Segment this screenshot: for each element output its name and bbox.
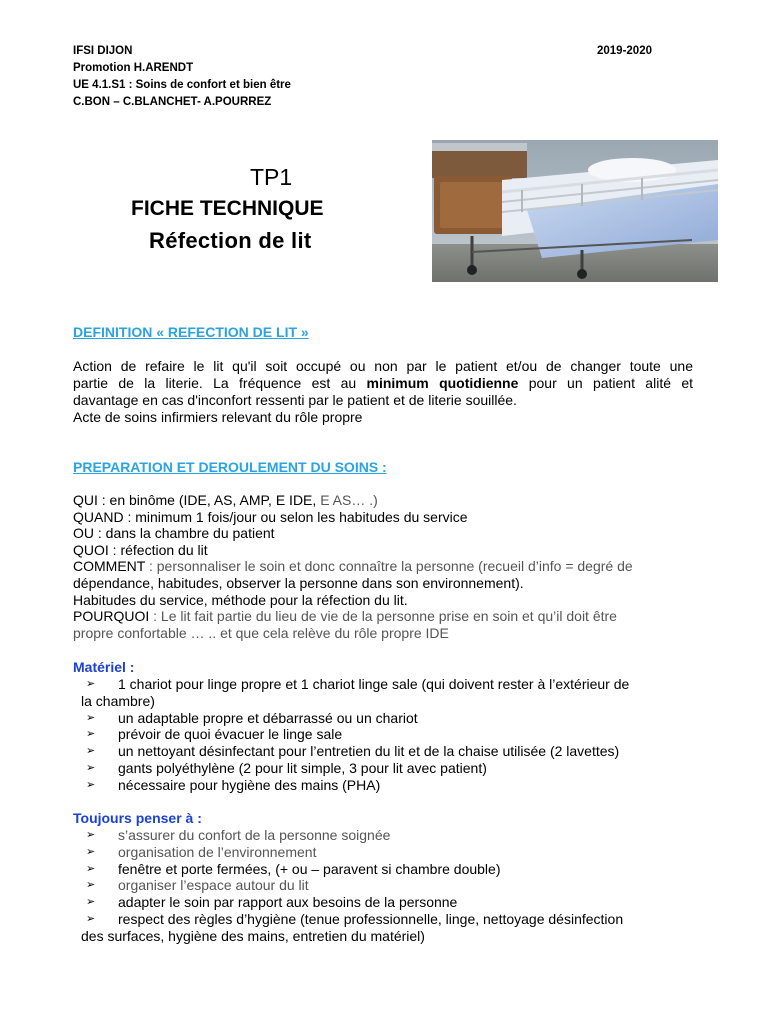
- list-item: ➢ respect des règles d’hygiène (tenue professionnelle, linge, nettoyage désinfection: [86, 910, 624, 927]
- pourquoi-line: POURQUOI : Le lit fait partie du lieu de vie de la personne prise en soin et qu’il doit être: [73, 608, 617, 625]
- list-item: ➢ gants polyéthylène (2 pour lit simple, 3 pour lit avec patient): [86, 759, 487, 776]
- definition-line: davantage en cas d'inconfort ressenti par le patient et de literie souillée.: [73, 392, 517, 408]
- arrow-bullet-icon: ➢: [86, 829, 96, 841]
- definition-line: partie de la literie. La fréquence est au minimum quotidienne pour un patient alité et: [73, 375, 693, 391]
- list-item: ➢ un nettoyant désinfectant pour l’entretien du lit et de la chaise utilisée (2 lavettes): [86, 743, 620, 760]
- ue-title: UE 4.1.S1 : Soins de confort et bien être: [73, 79, 291, 91]
- comment-line-2: dépendance, habitudes, observer la personne dans son environnement).: [73, 574, 524, 591]
- list-item: ➢ 1 chariot pour linge propre et 1 chariot linge sale (qui doivent rester à l’extérieur de: [86, 676, 630, 692]
- definition-paragraph: [73, 358, 693, 426]
- materiel-heading: Matériel :: [73, 659, 135, 675]
- list-item: ➢ un adaptable propre et débarrassé ou un chariot: [86, 709, 418, 726]
- materiel-list: [73, 676, 693, 794]
- hospital-bed-photo: [432, 140, 718, 282]
- list-item: ➢ s’assurer du confort de la personne soignée: [86, 827, 391, 843]
- arrow-bullet-icon: ➢: [86, 778, 96, 791]
- arrow-bullet-icon: ➢: [86, 728, 96, 741]
- arrow-bullet-icon: ➢: [86, 678, 96, 690]
- definition-line: Acte de soins infirmiers relevant du rôle propre: [73, 409, 363, 425]
- arrow-bullet-icon: ➢: [86, 862, 96, 875]
- quoi-line: QUOI : réfection du lit: [73, 541, 208, 558]
- toujours-heading: Toujours penser à :: [73, 810, 202, 826]
- arrow-bullet-icon: ➢: [86, 845, 96, 858]
- list-item: ➢ organisation de l’environnement: [86, 843, 317, 860]
- list-item: ➢ organiser l’espace autour du lit: [86, 877, 309, 894]
- list-item-continuation: des surfaces, hygiène des mains, entretien du matériel): [81, 927, 425, 944]
- school-year: 2019-2020: [597, 45, 652, 57]
- list-item: ➢ nécessaire pour hygiène des mains (PHA): [86, 776, 381, 793]
- school-name: IFSI DIJON: [73, 45, 133, 57]
- habitudes-line: Habitudes du service, méthode pour la réfection du lit.: [73, 591, 408, 608]
- promotion: Promotion H.ARENDT: [73, 62, 194, 74]
- definition-heading: DEFINITION « REFECTION DE LIT »: [73, 324, 309, 340]
- quand-line: QUAND : minimum 1 fois/jour ou selon les habitudes du service: [73, 508, 468, 525]
- ou-line: OU : dans la chambre du patient: [73, 525, 275, 542]
- preparation-details: [73, 492, 633, 641]
- arrow-bullet-icon: ➢: [86, 711, 96, 724]
- fiche-technique-title: FICHE TECHNIQUE: [131, 197, 324, 220]
- emphasis-text: minimum quotidienne: [366, 375, 519, 391]
- list-item: ➢ adapter le soin par rapport aux besoins de la personne: [86, 894, 458, 911]
- qui-line: QUI : en binôme (IDE, AS, AMP, E IDE, E AS… .): [73, 492, 378, 508]
- arrow-bullet-icon: ➢: [86, 761, 96, 774]
- list-item: ➢ fenêtre et porte fermées, (+ ou – paravent si chambre double): [86, 860, 501, 877]
- list-item: ➢ prévoir de quoi évacuer le linge sale: [86, 726, 343, 743]
- pourquoi-line-2: propre confortable … .. et que cela relève du rôle propre IDE: [73, 624, 449, 641]
- authors: C.BON – C.BLANCHET- A.POURREZ: [73, 96, 272, 108]
- tp-number: TP1: [250, 164, 293, 190]
- comment-line: COMMENT : personnaliser le soin et donc connaître la personne (recueil d’info = degré de: [73, 558, 633, 575]
- arrow-bullet-icon: ➢: [86, 879, 96, 892]
- arrow-bullet-icon: ➢: [86, 896, 96, 909]
- toujours-list: [73, 827, 693, 945]
- preparation-heading: PREPARATION ET DEROULEMENT DU SOINS :: [73, 459, 387, 475]
- definition-line: Action de refaire le lit qu'il soit occupé ou non par le patient et/ou de changer toute une: [73, 358, 693, 374]
- arrow-bullet-icon: ➢: [86, 912, 96, 925]
- arrow-bullet-icon: ➢: [86, 745, 96, 758]
- document-subject: Réfection de lit: [149, 228, 312, 253]
- header-info: [73, 43, 291, 111]
- list-item-continuation: la chambre): [81, 692, 155, 709]
